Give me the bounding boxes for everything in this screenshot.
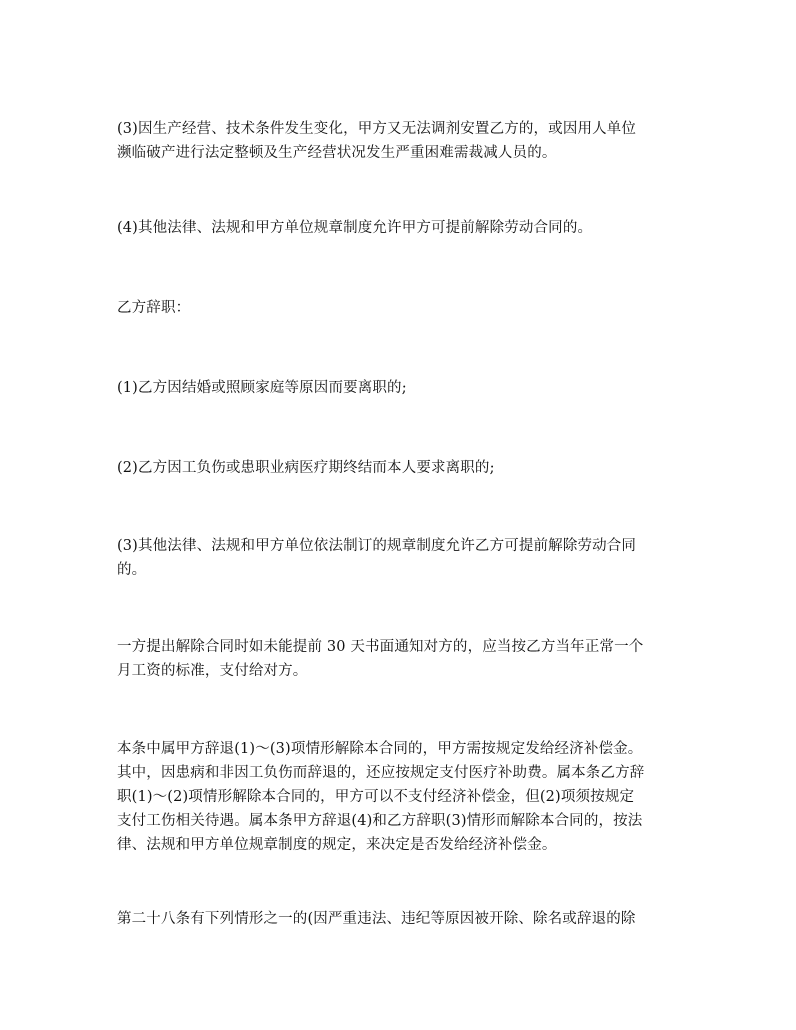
section-heading-resignation xyxy=(117,296,190,320)
text-line: (3)因生产经营、技术条件发生变化，甲方又无法调剂安置乙方的，或因用人单位 xyxy=(117,121,637,137)
paragraph-notice-period xyxy=(117,635,643,683)
text-line: 职(1)～(2)项情形解除本合同的，甲方可以不支付经济补偿金，但(2)项须按规定 xyxy=(117,789,635,805)
text-line: 濒临破产进行法定整顿及生产经营状况发生严重困难需裁减人员的。 xyxy=(117,145,557,161)
text-line: 律、法规和甲方单位规章制度的规定，来决定是否发给经济补偿金。 xyxy=(117,837,557,853)
text-line: 乙方辞职： xyxy=(117,300,191,316)
text-line: 的。 xyxy=(117,562,147,578)
paragraph-article-28 xyxy=(117,907,636,931)
text-line: 支付工伤相关待遇。属本条甲方辞退(4)和乙方辞职(3)情形而解除本合同的，按法 xyxy=(117,813,643,829)
text-line: 一方提出解除合同时如未能提前 30 天书面通知对方的，应当按乙方当年正常一个 xyxy=(117,639,644,655)
text-line: 本条中属甲方辞退(1)～(3)项情形解除本合同的，甲方需按规定发给经济补偿金。 xyxy=(117,741,643,757)
paragraph-resignation-clause-2 xyxy=(117,456,495,480)
text-line: 月工资的标准，支付给对方。 xyxy=(117,663,308,679)
paragraph-dismissal-clause-4 xyxy=(117,216,592,240)
text-line: (1)乙方因结婚或照顾家庭等原因而要离职的; xyxy=(117,380,407,396)
text-line: (4)其他法律、法规和甲方单位规章制度允许甲方可提前解除劳动合同的。 xyxy=(117,220,593,236)
paragraph-resignation-clause-1 xyxy=(117,376,407,400)
text-line: 其中，因患病和非因工负伤而辞退的，还应按规定支付医疗补助费。属本条乙方辞 xyxy=(117,765,645,781)
text-line: (3)其他法律、法规和甲方单位依法制订的规章制度允许乙方可提前解除劳动合同 xyxy=(117,538,637,554)
paragraph-dismissal-clause-3 xyxy=(117,117,636,165)
text-line: 第二十八条有下列情形之一的(因严重违法、违纪等原因被开除、除名或辞退的除 xyxy=(117,911,636,927)
paragraph-resignation-clause-3 xyxy=(117,534,636,582)
text-line: (2)乙方因工负伤或患职业病医疗期终结而本人要求离职的; xyxy=(117,460,495,476)
paragraph-compensation xyxy=(117,737,644,857)
